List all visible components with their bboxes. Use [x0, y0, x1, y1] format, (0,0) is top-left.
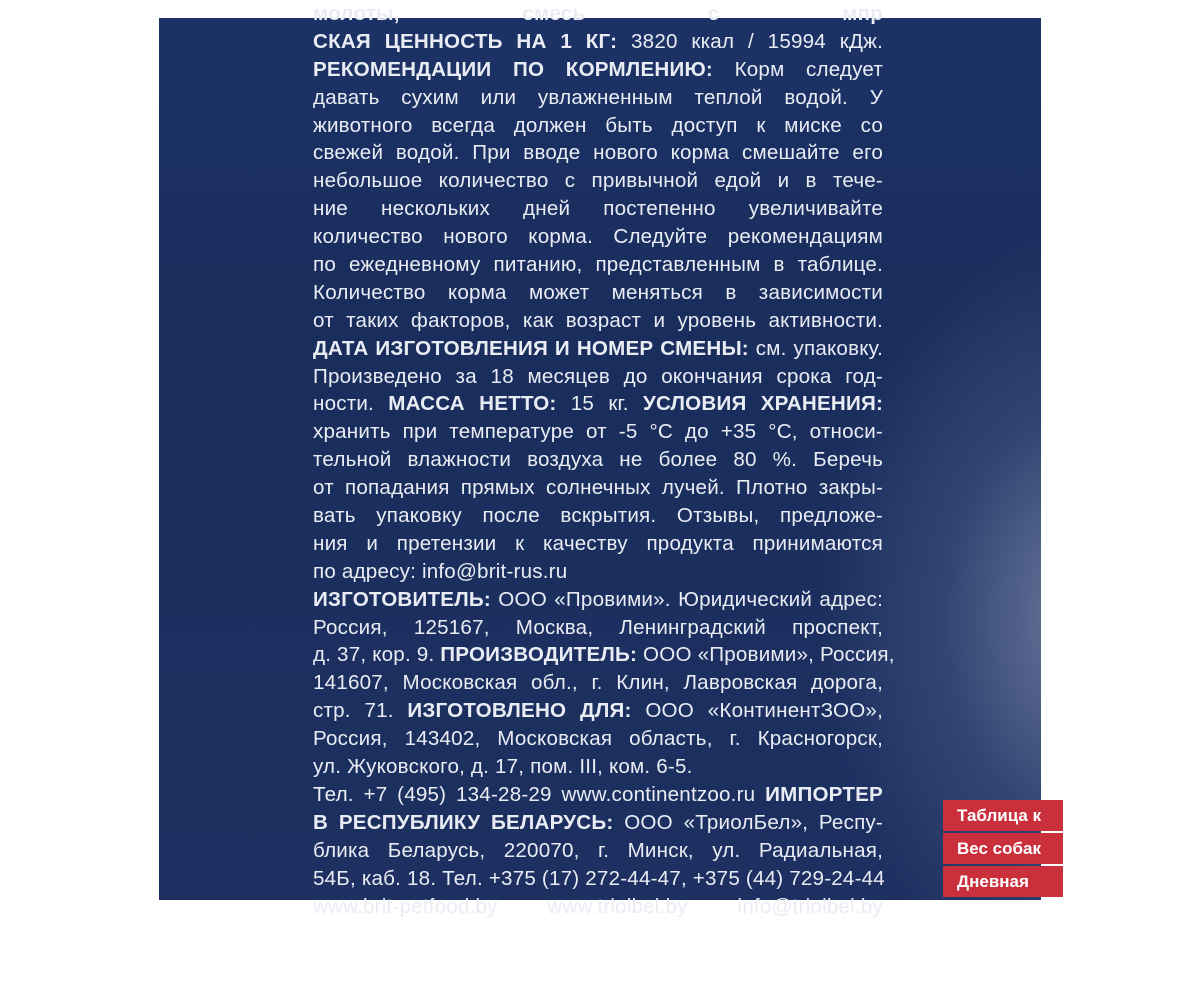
- bold-label: ПРОИЗВОДИТЕЛЬ:: [440, 643, 644, 667]
- text-line: [313, 167, 883, 195]
- text-segment: 3820 ккал / 15994 кДж.: [631, 29, 883, 53]
- feeding-table-title: Таблица к: [943, 800, 1063, 831]
- label-text-column: [313, 0, 895, 920]
- text-segment: ния и претензии к качеству продукта принимаются: [313, 531, 883, 555]
- bold-label: ИЗГОТОВИТЕЛЬ:: [313, 587, 499, 611]
- bold-label: СКАЯ ЦЕННОСТЬ НА 1 КГ:: [313, 29, 632, 53]
- text-line: [313, 307, 883, 335]
- bold-label: ИЗГОТОВЛЕНО ДЛЯ:: [407, 699, 646, 723]
- text-segment: по адресу: info@brit-rus.ru: [313, 559, 568, 583]
- bold-label: ДАТА ИЗГОТОВЛЕНИЯ И НОМЕР СМЕНЫ:: [313, 336, 756, 360]
- text-line: [313, 56, 883, 84]
- text-line: [313, 418, 883, 446]
- text-line: [313, 474, 883, 502]
- text-line: [313, 893, 883, 921]
- text-line: [313, 502, 883, 530]
- text-segment: см. упаковку.: [755, 336, 884, 360]
- bold-label: В РЕСПУБЛИКУ БЕЛАРУСЬ:: [313, 810, 625, 834]
- text-segment: ул. Жуковского, д. 17, пом. III, ком. 6-5.: [313, 755, 693, 779]
- text-segment: 54Б, каб. 18. Тел. +375 (17) 272-44-47, +375 (44) 729-24-44: [313, 866, 885, 890]
- text-line: [313, 28, 883, 56]
- text-segment: ности.: [313, 392, 389, 416]
- text-segment: ООО «Провими». Юридический адрес:: [498, 587, 883, 611]
- packaging-label: [159, 2, 1042, 918]
- text-segment: количество нового корма. Следуйте рекомендациям: [313, 225, 883, 249]
- text-line: [313, 641, 895, 669]
- text-segment: 141607, Московская обл., г. Клин, Лавровская дорога,: [313, 671, 883, 695]
- text-segment: Корм следует: [734, 57, 884, 81]
- text-segment: ООО «Провими», Россия,: [643, 643, 895, 667]
- text-line: [313, 725, 883, 753]
- text-segment: Россия, 125167, Москва, Ленинградский проспект,: [313, 615, 883, 639]
- text-segment: блика Беларусь, 220070, г. Минск, ул. Радиальная,: [313, 838, 883, 862]
- text-line: [313, 195, 883, 223]
- text-segment: ООО «ТриолБел», Респу-: [624, 810, 883, 834]
- text-segment: www.brit-petfood.by www.triolbel.by info@triolbel.by: [313, 894, 883, 918]
- text-line: [313, 335, 883, 363]
- text-line: [313, 558, 883, 586]
- feeding-table-tabs: [943, 800, 1063, 899]
- text-line: [313, 251, 883, 279]
- text-line: [313, 279, 883, 307]
- text-segment: тельной влажности воздуха не более 80 %. Беречь: [313, 448, 883, 472]
- bold-label: ИМПОРТЕР: [765, 782, 883, 806]
- text-line: [313, 669, 883, 697]
- bold-label: УСЛОВИЯ ХРАНЕНИЯ:: [642, 392, 884, 416]
- text-line: [313, 614, 883, 642]
- text-line: [313, 697, 883, 725]
- text-segment: д. 37, кор. 9.: [313, 643, 441, 667]
- text-segment: животного всегда должен быть доступ к миске со: [313, 113, 883, 137]
- text-line: [313, 223, 883, 251]
- daily-amount-header: Дневная: [943, 866, 1063, 897]
- text-segment: от попадания прямых солнечных лучей. Плотно закры-: [313, 476, 883, 500]
- bold-label: молоты, смесь с мпр: [313, 2, 883, 25]
- text-line: [313, 363, 883, 391]
- text-segment: Количество корма может меняться в зависимости: [313, 280, 883, 304]
- text-segment: хранить при температуре от -5 °С до +35 °С, относи-: [313, 420, 883, 444]
- text-line: [313, 112, 883, 140]
- text-line: [313, 139, 883, 167]
- text-segment: стр. 71.: [313, 699, 408, 723]
- bold-label: РЕКОМЕНДАЦИИ ПО КОРМЛЕНИЮ:: [313, 57, 735, 81]
- text-line: [313, 837, 883, 865]
- text-line: [313, 390, 883, 418]
- text-line: [313, 865, 883, 893]
- text-segment: ООО «КонтинентЗОО»,: [645, 699, 883, 723]
- text-line: [313, 809, 883, 837]
- text-segment: небольшое количество с привычной едой и в тече-: [313, 169, 883, 193]
- text-segment: по ежедневному питанию, представленным в таблице.: [313, 253, 883, 277]
- text-segment: Россия, 143402, Московская область, г. Красногорск,: [313, 727, 883, 751]
- text-line: [313, 84, 883, 112]
- text-line: [313, 530, 883, 558]
- text-line: [313, 753, 883, 781]
- text-segment: Произведено за 18 месяцев до окончания срока год-: [313, 364, 883, 388]
- text-segment: от таких факторов, как возраст и уровень активности.: [313, 308, 883, 332]
- text-line: [313, 0, 883, 28]
- text-line: [313, 781, 883, 809]
- text-segment: вать упаковку после вскрытия. Отзывы, предложе-: [313, 504, 883, 528]
- dog-weight-header: Вес собак: [943, 833, 1063, 864]
- text-segment: давать сухим или увлажненным теплой водой. У: [313, 85, 883, 109]
- text-line: [313, 446, 883, 474]
- text-segment: 15 кг.: [570, 392, 643, 416]
- text-segment: Тел. +7 (495) 134-28-29 www.continentzoo.ru: [313, 782, 766, 806]
- bold-label: МАССА НЕТТО:: [388, 392, 571, 416]
- text-line: [313, 586, 883, 614]
- text-segment: ние нескольких дней постепенно увеличивайте: [313, 197, 883, 221]
- text-segment: свежей водой. При вводе нового корма смешайте его: [313, 141, 883, 165]
